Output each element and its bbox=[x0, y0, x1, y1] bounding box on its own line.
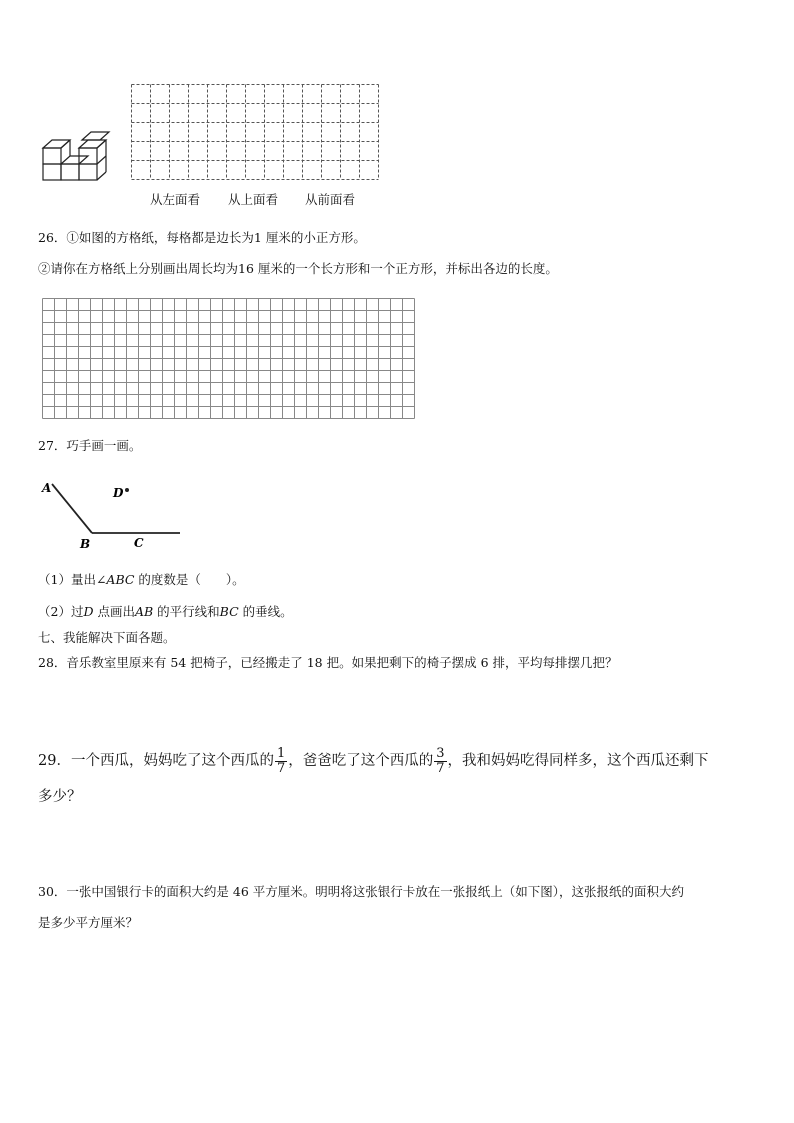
q29-part2: ，爸爸吃了这个西瓜的 bbox=[288, 753, 434, 769]
question-29-line2: 多少？ bbox=[38, 789, 82, 805]
q29-part3: ，我和妈妈吃得同样多，这个西瓜还剩下 bbox=[447, 753, 709, 769]
square-grid-paper bbox=[42, 298, 418, 419]
line-bc-ref: BC bbox=[219, 604, 239, 619]
sub2-mid1: 点画出 bbox=[93, 604, 135, 619]
section-7-title: 七、我能解决下面各题。 bbox=[38, 630, 176, 645]
question-27-sub2 bbox=[38, 604, 293, 620]
question-29-line1 bbox=[38, 746, 709, 776]
fraction-one-seventh bbox=[275, 747, 287, 776]
dashed-grid-view-area bbox=[131, 84, 380, 181]
sub2-mid2: 的平行线和 bbox=[153, 604, 220, 619]
frac1-numerator: 1 bbox=[276, 745, 286, 761]
question-26-line1 bbox=[38, 230, 366, 246]
question-30-line1: 30．一张中国银行卡的面积大约是 46 平方厘米。明明将这张银行卡放在一张报纸上（如下图），这张报纸的面积大约 bbox=[38, 884, 685, 899]
view-label-left: 从左面看 bbox=[150, 192, 201, 207]
q29-part1: 29．一个西瓜，妈妈吃了这个西瓜的 bbox=[38, 753, 274, 769]
view-label-top: 从上面看 bbox=[228, 192, 279, 207]
sub2-prefix: （2）过 bbox=[38, 604, 84, 619]
angle-abc-label: ∠ABC bbox=[95, 572, 135, 587]
frac2-numerator: 3 bbox=[436, 745, 445, 761]
label-b: B bbox=[80, 537, 91, 551]
frac2-denominator: 7 bbox=[436, 760, 445, 776]
cube-stack-figure bbox=[40, 128, 112, 186]
question-30-line2: 是多少平方厘米？ bbox=[38, 915, 139, 930]
sub1-suffix: 的度数是（ ）。 bbox=[134, 572, 245, 587]
sub1-prefix: （1）量出 bbox=[38, 572, 96, 587]
angle-abc-figure bbox=[40, 474, 185, 554]
frac1-denominator: 7 bbox=[276, 760, 286, 776]
label-a: A bbox=[42, 481, 52, 495]
question-number: 26． bbox=[38, 230, 67, 245]
label-c: C bbox=[134, 536, 144, 550]
question-27-sub1 bbox=[38, 572, 245, 588]
label-d: D bbox=[113, 486, 124, 500]
question-26-line2: ②请你在方格纸上分别画出周长均为16 厘米的一个长方形和一个正方形，并标出各边的长度。 bbox=[38, 261, 558, 276]
sub2-suffix: 的垂线。 bbox=[238, 604, 293, 619]
point-d-ref: D bbox=[83, 604, 94, 619]
question-text: ①如图的方格纸，每格都是边长为1 厘米的小正方形。 bbox=[66, 230, 366, 245]
line-ab-ref: AB bbox=[134, 604, 154, 619]
question-27-title: 27．巧手画一画。 bbox=[38, 438, 142, 453]
ray-ba bbox=[52, 484, 92, 533]
fraction-three-sevenths bbox=[434, 747, 446, 776]
point-d-dot bbox=[125, 488, 129, 492]
question-28: 28．音乐教室里原来有 54 把椅子，已经搬走了 18 把。如果把剩下的椅子摆成 6 排，平均每排摆几把？ bbox=[38, 655, 618, 670]
view-label-front: 从前面看 bbox=[305, 192, 356, 207]
